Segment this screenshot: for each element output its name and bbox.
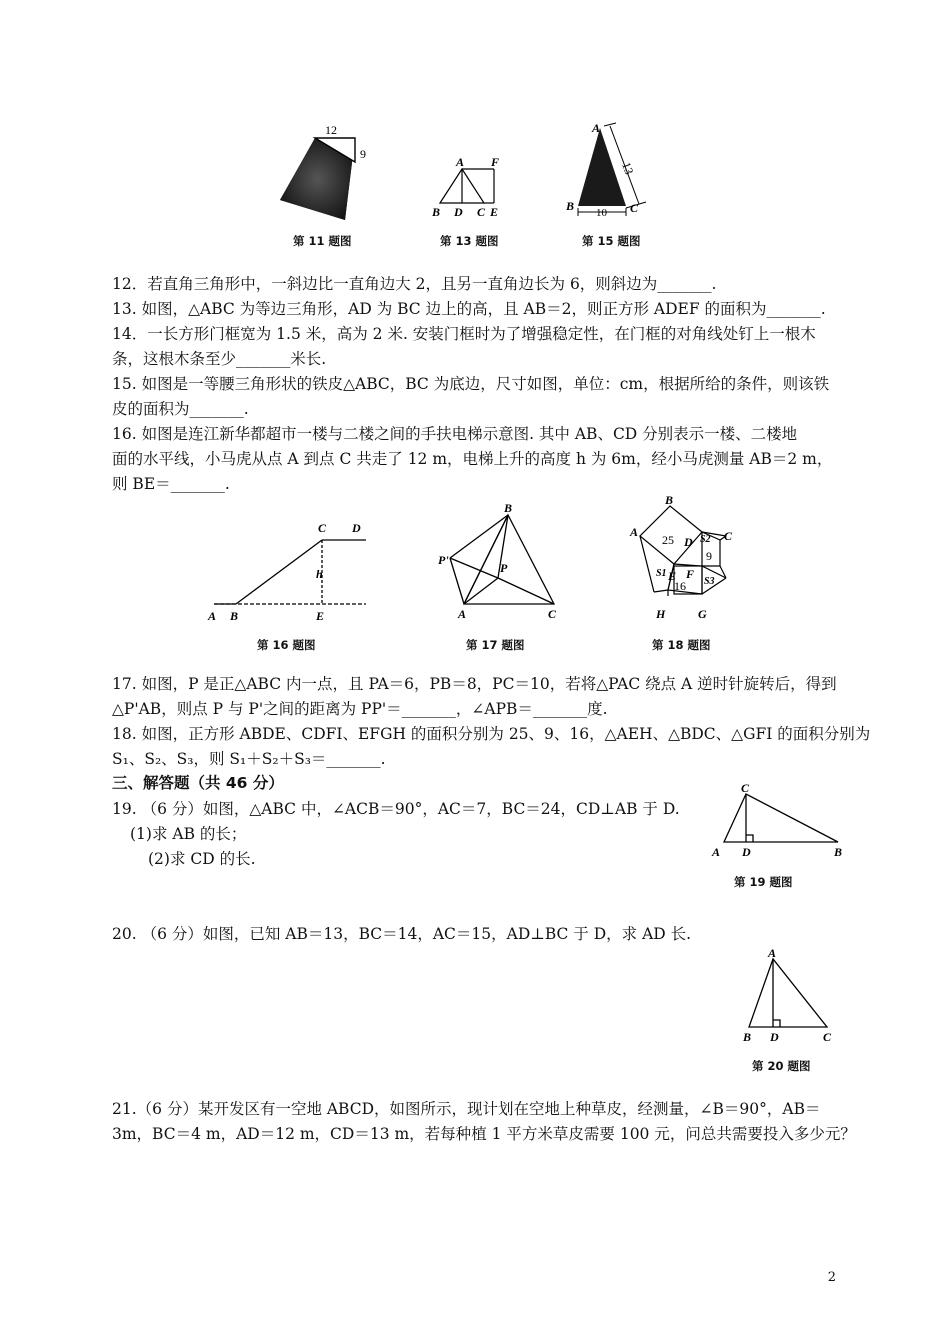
figure-15-caption: 第 15 题图 bbox=[582, 234, 641, 248]
question-14-line2: 条，这根木条至少_______米长. bbox=[112, 350, 327, 368]
svg-text:E: E bbox=[490, 205, 499, 219]
figure-19-caption: 第 19 题图 bbox=[734, 875, 793, 889]
svg-text:D: D bbox=[454, 205, 463, 219]
figure-16-caption: 第 16 题图 bbox=[257, 638, 316, 652]
svg-text:B: B bbox=[743, 1030, 752, 1044]
svg-text:P': P' bbox=[438, 553, 449, 567]
svg-text:C: C bbox=[548, 607, 557, 621]
svg-text:B: B bbox=[504, 501, 513, 515]
svg-text:16: 16 bbox=[674, 579, 686, 593]
figure-19 bbox=[706, 782, 856, 862]
svg-text:A: A bbox=[458, 607, 467, 621]
svg-text:A: A bbox=[208, 609, 217, 623]
svg-text:A: A bbox=[768, 946, 777, 960]
figure-17-caption: 第 17 题图 bbox=[466, 638, 525, 652]
svg-text:C: C bbox=[318, 521, 327, 535]
question-15-line2: 皮的面积为_______. bbox=[112, 400, 249, 418]
svg-text:B: B bbox=[566, 199, 575, 213]
svg-text:A: A bbox=[456, 155, 465, 169]
figure-16 bbox=[200, 520, 375, 625]
svg-text:C: C bbox=[630, 201, 639, 215]
svg-text:C: C bbox=[477, 205, 486, 219]
svg-text:S1: S1 bbox=[656, 568, 667, 579]
svg-text:D: D bbox=[742, 845, 751, 859]
svg-text:E: E bbox=[316, 609, 325, 623]
svg-text:10: 10 bbox=[596, 207, 607, 219]
page-number: 2 bbox=[827, 1270, 836, 1285]
question-15-line1: 15. 如图是一等腰三角形状的铁皮△ABC，BC 为底边，尺寸如图，单位：cm，根据所给的条件，则该铁 bbox=[112, 375, 830, 393]
question-19-part1: (1)求 AB 的长； bbox=[130, 825, 247, 843]
question-13: 13. 如图，△ABC 为等边三角形，AD 为 BC 边上的高，且 AB＝2，则正方形 ADEF 的面积为_______. bbox=[112, 300, 826, 318]
svg-text:25: 25 bbox=[662, 533, 674, 547]
figure-20 bbox=[735, 945, 845, 1045]
svg-text:D: D bbox=[770, 1030, 779, 1044]
svg-text:G: G bbox=[698, 607, 707, 621]
question-18-line2: S₁、S₂、S₃，则 S₁＋S₂＋S₃＝_______. bbox=[112, 750, 386, 768]
question-19: 19. （6 分）如图，△ABC 中，∠ACB＝90°，AC＝7，BC＝24，CD⊥AB 于 D. bbox=[112, 800, 680, 818]
svg-text:D: D bbox=[684, 535, 693, 549]
svg-text:A: A bbox=[630, 525, 639, 539]
svg-text:S3: S3 bbox=[704, 576, 715, 587]
figure-18 bbox=[622, 492, 747, 627]
question-18-line1: 18. 如图，正方形 ABDE、CDFI、EFGH 的面积分别为 25、9、16，△AEH、△BDC、△GFI 的面积分别为 bbox=[112, 725, 871, 743]
question-20: 20. （6 分）如图，已知 AB＝13，BC＝14，AC＝15，AD⊥BC 于 D，求 AD 长. bbox=[112, 925, 692, 943]
svg-text:C: C bbox=[823, 1030, 832, 1044]
question-21-line1: 21.（6 分）某开发区有一空地 ABCD，如图所示，现计划在空地上种草皮，经测量，∠B＝90°，AB＝ bbox=[112, 1100, 821, 1118]
svg-text:H: H bbox=[656, 607, 666, 621]
question-16-line1: 16. 如图是连江新华都超市一楼与二楼之间的手扶电梯示意图. 其中 AB、CD 分别表示一楼、二楼地 bbox=[112, 425, 798, 443]
figure-15 bbox=[560, 120, 660, 225]
question-16-line3: 则 BE＝_______. bbox=[112, 475, 230, 493]
figure-11 bbox=[270, 120, 380, 230]
question-14-line1: 14．一长方形门框宽为 1.5 米，高为 2 米. 安装门框时为了增强稳定性，在门框的对角线处钉上一根木 bbox=[112, 325, 816, 343]
svg-text:h: h bbox=[316, 567, 323, 581]
figure-18-caption: 第 18 题图 bbox=[652, 638, 711, 652]
figure-17 bbox=[430, 500, 570, 625]
question-16-line2: 面的水平线，小马虎从点 A 到点 C 共走了 12 m，电梯上升的高度 h 为 6m，经小马虎测量 AB＝2 m， bbox=[112, 450, 833, 468]
svg-text:B: B bbox=[230, 609, 239, 623]
svg-text:13: 13 bbox=[619, 160, 637, 177]
svg-text:D: D bbox=[352, 521, 361, 535]
svg-text:C: C bbox=[724, 529, 733, 543]
question-19-part2: (2)求 CD 的长. bbox=[148, 850, 256, 868]
question-21-line2: 3m，BC＝4 m，AD＝12 m，CD＝13 m，若每种植 1 平方米草皮需要 100 元，问总共需要投入多少元？ bbox=[112, 1125, 856, 1143]
svg-text:9: 9 bbox=[360, 147, 366, 161]
svg-text:A: A bbox=[592, 121, 601, 135]
question-17-line2: △P'AB，则点 P 与 P'之间的距离为 PP'＝_______，∠APB＝_______度. bbox=[112, 700, 608, 718]
svg-text:A: A bbox=[712, 845, 721, 859]
question-12: 12．若直角三角形中，一斜边比一直角边大 2，且另一直角边长为 6，则斜边为_______. bbox=[112, 275, 717, 293]
svg-text:B: B bbox=[665, 493, 674, 507]
svg-text:B: B bbox=[432, 205, 441, 219]
section-3-heading: 三、解答题（共 46 分） bbox=[112, 774, 284, 792]
figure-11-caption: 第 11 题图 bbox=[293, 234, 352, 248]
svg-text:C: C bbox=[741, 781, 750, 795]
svg-text:9: 9 bbox=[706, 549, 712, 563]
svg-text:P: P bbox=[500, 561, 508, 575]
svg-text:12: 12 bbox=[325, 123, 337, 137]
svg-text:S2: S2 bbox=[700, 534, 711, 545]
figure-13 bbox=[428, 155, 508, 220]
figure-20-caption: 第 20 题图 bbox=[752, 1059, 811, 1073]
svg-text:E: E bbox=[668, 569, 677, 583]
svg-text:F: F bbox=[491, 155, 500, 169]
svg-text:B: B bbox=[834, 845, 843, 859]
question-17-line1: 17. 如图，P 是正△ABC 内一点，且 PA＝6，PB＝8，PC＝10，若将△PAC 绕点 A 逆时针旋转后，得到 bbox=[112, 675, 837, 693]
svg-text:F: F bbox=[686, 567, 695, 581]
figure-13-caption: 第 13 题图 bbox=[440, 234, 499, 248]
